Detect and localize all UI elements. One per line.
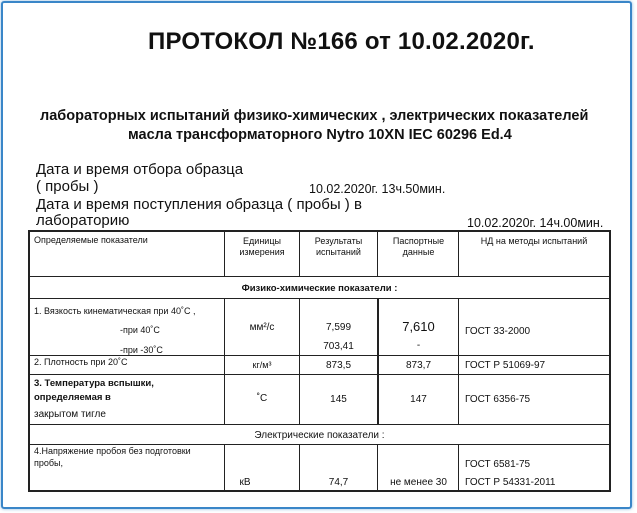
receipt-datetime: 10.02.2020г. 14ч.00мин.: [467, 216, 604, 230]
row1-passport1: 7,610: [402, 319, 435, 334]
row4-result: 74,7: [328, 477, 349, 488]
row4-method2: ГОСТ Р 54331-2011: [465, 477, 556, 488]
header-units: [225, 236, 299, 258]
row1-result2: 703,41: [323, 341, 354, 352]
header-units-line2: измерения: [239, 247, 285, 257]
row4-name-line2: пробы,: [34, 458, 64, 468]
receipt-label-cont: лабораторию: [36, 212, 130, 229]
row3-name-line1: 3. Температура вспышки,: [34, 378, 154, 389]
subtitle-line-2: масла трансформаторного Nytro 10XN IEC 60296 Ed.4: [128, 127, 512, 143]
header-units-line1: Единицы: [243, 236, 281, 246]
section-electric: Электрические показатели :: [254, 430, 385, 441]
row2-method: ГОСТ Р 51069-97: [465, 360, 546, 371]
row1-method: ГОСТ 33-2000: [465, 326, 531, 337]
row1-passport2: -: [416, 340, 421, 351]
header-results-line1: Результаты: [314, 236, 363, 246]
row2-result: 873,5: [325, 360, 352, 371]
row3-name-line2: определяемая в: [34, 392, 111, 403]
receipt-label: Дата и время поступления образца ( пробы ) в: [36, 196, 362, 213]
sampling-datetime: 10.02.2020г. 13ч.50мин.: [309, 182, 446, 196]
section-physchem: Физико-химические показатели :: [241, 283, 398, 294]
row2-name: 2. Плотность при 20˚С: [34, 357, 128, 367]
header-passport-line2: данные: [402, 247, 435, 257]
row1-name: 1. Вязкость кинематическая при 40˚С ,: [34, 306, 196, 316]
header-results: [300, 236, 377, 258]
row1-sub1: -при 40˚С: [120, 325, 160, 335]
sampling-label: Дата и время отбора образца: [36, 161, 244, 178]
row1-result1: 7,599: [325, 322, 352, 333]
row3-name-line3: закрытом тигле: [34, 409, 106, 420]
sampling-label-cont: ( пробы ): [36, 178, 99, 195]
header-indicator: Определяемые показатели: [34, 235, 148, 245]
row4-name-line1: 4.Напряжение пробоя без подготовки: [34, 446, 191, 456]
header-results-line2: испытаний: [316, 247, 361, 257]
row3-method: ГОСТ 6356-75: [465, 394, 531, 405]
header-passport: [379, 236, 458, 258]
protocol-title: ПРОТОКОЛ №166 от 10.02.2020г.: [148, 28, 535, 55]
header-passport-line1: Паспортные: [392, 236, 445, 246]
row4-method1: ГОСТ 6581-75: [465, 459, 531, 470]
row4-passport: не менее 30: [390, 477, 447, 488]
row1-sub2: -при -30˚С: [120, 345, 163, 355]
row3-passport: 147: [410, 394, 427, 405]
row2-unit: кг/м³: [252, 360, 272, 370]
row2-passport: 873,7: [405, 360, 432, 371]
subtitle-line-1: лабораторных испытаний физико-химических , электрических показателей: [40, 108, 589, 124]
row4-unit: кВ: [239, 477, 251, 488]
row1-unit: мм²/с: [249, 322, 275, 333]
header-method: НД на методы испытаний: [480, 236, 588, 246]
row3-result: 145: [330, 394, 347, 405]
row3-unit: ˚С: [256, 393, 268, 404]
